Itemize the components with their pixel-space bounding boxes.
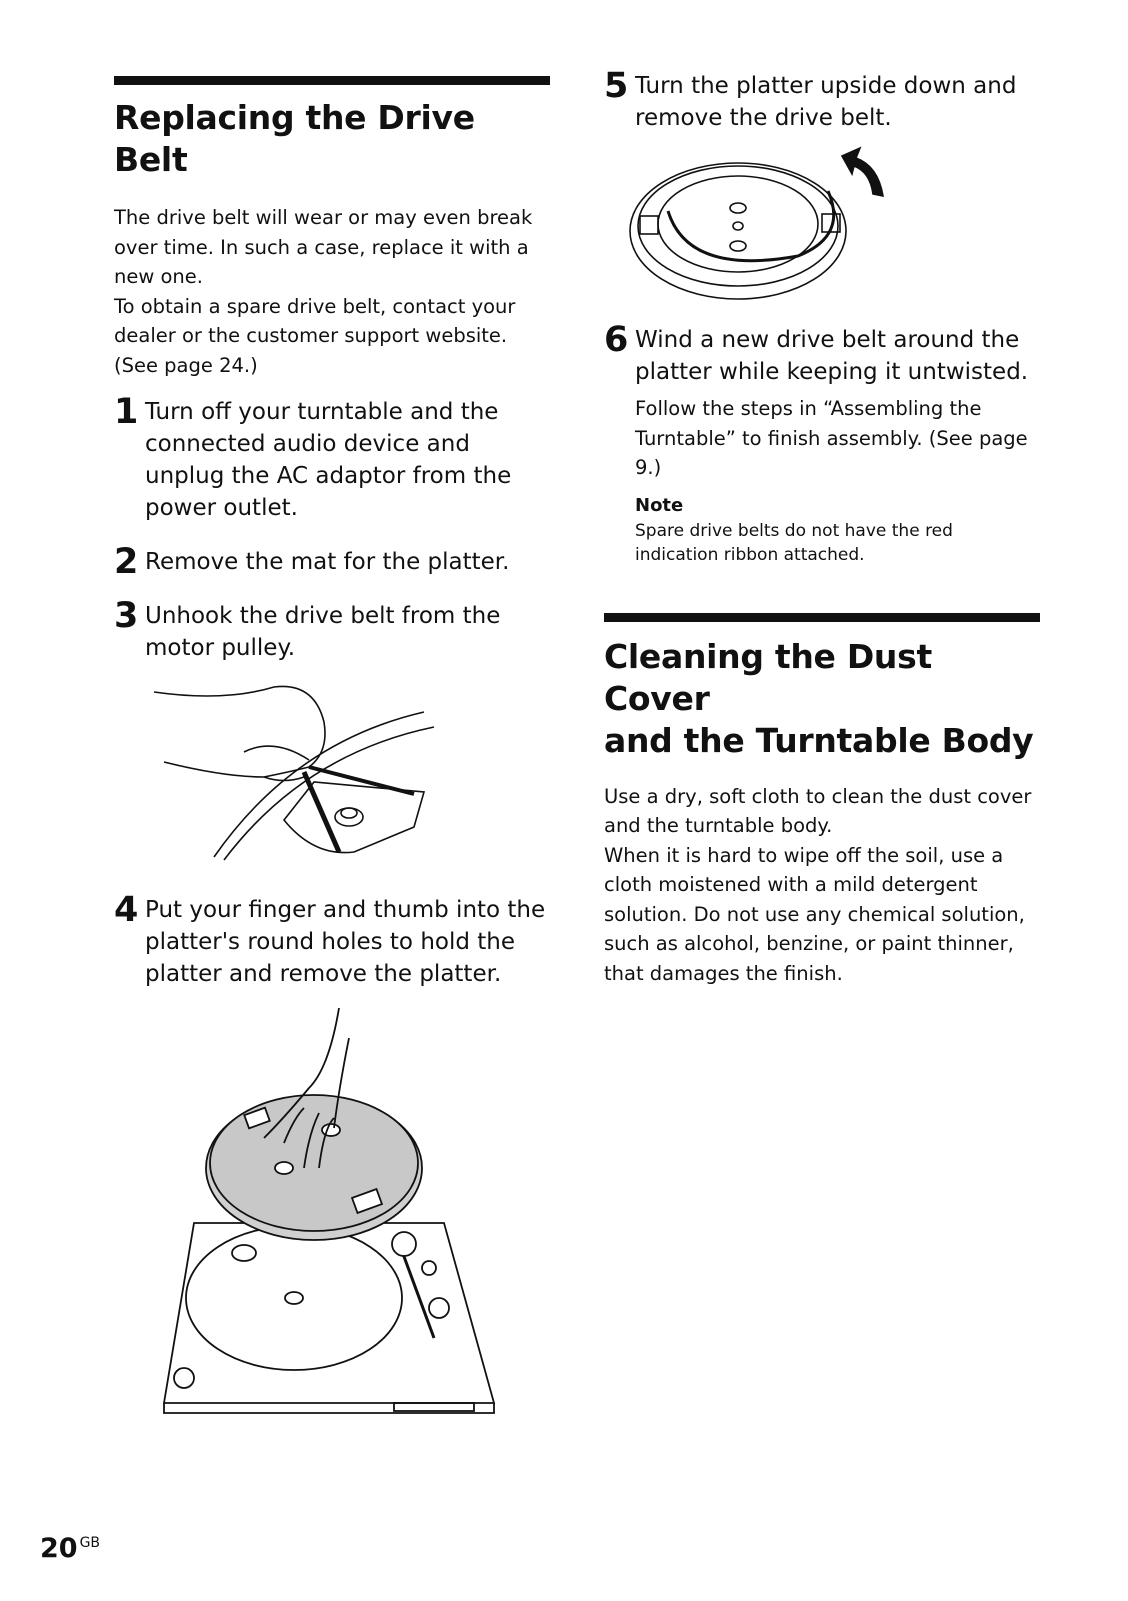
cleaning-paragraph-2: When it is hard to wipe off the soil, use a cloth moistened with a mild detergent solution. Do not use any chemical solution, such as alcohol, benzine, or paint thinner, that damages the finish.	[604, 843, 1025, 985]
step-text: Unhook the drive belt from the motor pulley.	[145, 603, 501, 661]
step-6	[604, 320, 1040, 388]
cleaning-paragraph-1: Use a dry, soft cloth to clean the dust cover and the turntable body.	[604, 784, 1032, 837]
step-number: 6	[604, 320, 629, 360]
step-number: 5	[604, 66, 629, 106]
section-rule	[114, 76, 550, 85]
region-code: GB	[79, 1535, 101, 1551]
step-5	[604, 66, 1040, 134]
step-text: Turn the platter upside down and remove the drive belt.	[635, 73, 1017, 131]
step-number: 2	[114, 542, 139, 582]
intro-paragraph-2: To obtain a spare drive belt, contact your dealer or the customer support website. (See page 24.)	[114, 294, 516, 377]
note-text: Spare drive belts do not have the red indication ribbon attached.	[635, 520, 953, 565]
section-title-cleaning	[604, 636, 1040, 762]
step-1	[114, 392, 550, 524]
remove-platter-illustration	[134, 1008, 514, 1418]
unhook-belt-illustration	[144, 682, 444, 862]
step-4	[114, 890, 550, 990]
step-3	[114, 596, 550, 664]
note-label: Note	[635, 494, 684, 516]
section-title-line-2: and the Turntable Body	[604, 720, 1034, 760]
step-text: Remove the mat for the platter.	[145, 549, 510, 575]
step-text: Put your finger and thumb into the platter's round holes to hold the platter and remove the platter.	[145, 897, 546, 987]
platter-upside-down-illustration	[628, 146, 918, 306]
step-text: Turn off your turntable and the connected audio device and unplug the AC adaptor from the power outlet.	[145, 399, 512, 521]
section-rule	[604, 613, 1040, 622]
section-title-line-1: Cleaning the Dust Cover	[604, 636, 932, 718]
step-number: 3	[114, 596, 139, 636]
step-2	[114, 542, 550, 582]
step-number: 4	[114, 890, 139, 930]
page-number: 20 $^{GB}$	[40, 1533, 101, 1564]
intro-paragraph-1: The drive belt will wear or may even break over time. In such a case, replace it with a new one.	[114, 206, 533, 288]
step-text: Wind a new drive belt around the platter while keeping it untwisted.	[635, 327, 1029, 385]
right-column	[604, 66, 1040, 988]
section-title-replacing-drive-belt: Replacing the Drive Belt	[114, 98, 475, 179]
left-column	[114, 76, 550, 1418]
step-6-detail: Follow the steps in “Assembling the Turntable” to finish assembly. (See page 9.)	[635, 397, 1028, 479]
step-number: 1	[114, 392, 139, 432]
